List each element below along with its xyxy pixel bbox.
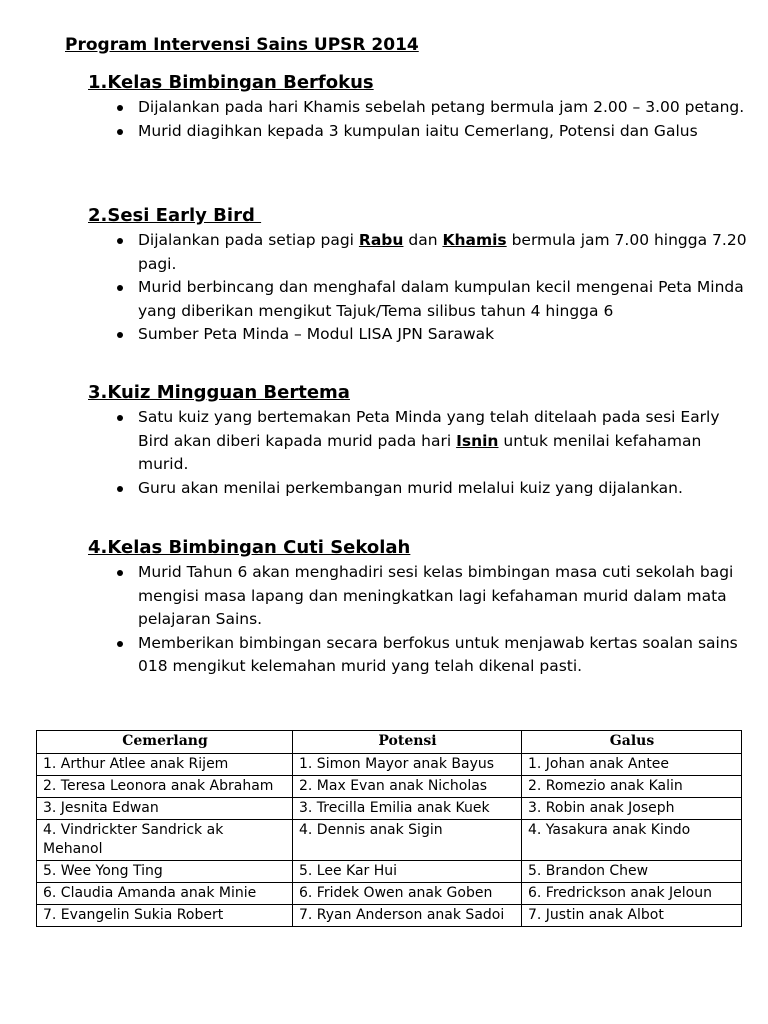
table-cell: 4. Vindrickter Sandrick ak Mehanol [37,820,293,861]
bullet-text: Dijalankan pada hari Khamis sebelah petang bermula jam 2.00 – 3.00 petang. [138,98,745,116]
table-cell: 7. Justin anak Albot [522,905,742,927]
bullet-list [88,96,748,143]
table-row [37,861,742,883]
bullet-dot-icon [117,238,123,244]
bullet-item [88,229,748,276]
table-cell: 6. Fredrickson anak Jeloun [522,883,742,905]
table-cell: 5. Brandon Chew [522,861,742,883]
section-kelas-bimbingan-berfokus [88,72,748,143]
bullet-item [88,120,748,144]
bullet-text-part: bermula jam 7.00 hingga 7.20 pagi. [138,231,747,273]
bullet-text-part: Satu kuiz yang bertemakan Peta Minda yang telah ditelaah pada sesi Early Bird akan diberi kapada murid pada hari [138,408,720,450]
bullet-dot-icon [117,129,123,135]
bullet-text-part: dan [403,231,443,249]
bullet-dot-icon [117,570,123,576]
section-heading: 4.Kelas Bimbingan Cuti Sekolah [88,537,411,558]
table-cell: 2. Romezio anak Kalin [522,776,742,798]
bullet-item [88,323,748,347]
table-cell: 1. Simon Mayor anak Bayus [293,754,522,776]
table-row [37,820,742,861]
section-heading: 1.Kelas Bimbingan Berfokus [88,72,374,93]
bullet-item [88,96,748,120]
table-cell: 6. Fridek Owen anak Goben [293,883,522,905]
table-row [37,776,742,798]
table-cell: 4. Dennis anak Sigin [293,820,522,861]
table-cell: 5. Wee Yong Ting [37,861,293,883]
bullet-list [88,406,748,500]
day-rabu: Rabu [358,231,404,249]
table-cell: 5. Lee Kar Hui [293,861,522,883]
section-kelas-bimbingan-cuti-sekolah [88,537,748,679]
bullet-dot-icon [117,641,123,647]
table-cell: 4. Yasakura anak Kindo [522,820,742,861]
table-row [37,883,742,905]
section-heading: 3.Kuiz Mingguan Bertema [88,382,350,403]
bullet-dot-icon [117,285,123,291]
table-cell: 7. Ryan Anderson anak Sadoi [293,905,522,927]
bullet-text: Guru akan menilai perkembangan murid melalui kuiz yang dijalankan. [138,478,683,497]
bullet-text-part: Dijalankan pada setiap pagi [138,231,359,249]
day-isnin: Isnin [456,431,499,450]
bullet-text: Murid berbincang dan menghafal dalam kumpulan kecil mengenai Peta Minda yang diberikan mengikut Tajuk/Tema silibus tahun 4 hingga 6 [138,278,744,320]
bullet-dot-icon [117,332,123,338]
section-heading: 2.Sesi Early Bird [88,205,262,226]
table-cell: 2. Teresa Leonora anak Abraham [37,776,293,798]
table-cell: 3. Robin anak Joseph [522,798,742,820]
bullet-text: Sumber Peta Minda – Modul LISA JPN Sarawak [138,325,495,343]
section-kuiz-mingguan-bertema [88,382,748,500]
table-header-row [37,731,742,754]
table-cell: 3. Jesnita Edwan [37,798,293,820]
bullet-dot-icon [117,486,123,492]
bullet-list [88,561,748,679]
table-row [37,798,742,820]
table-cell: 1. Arthur Atlee anak Rijem [37,754,293,776]
table-cell: 3. Trecilla Emilia anak Kuek [293,798,522,820]
bullet-dot-icon [117,105,123,111]
section-sesi-early-bird [88,205,748,347]
bullet-item [88,406,748,477]
bullet-item [88,477,748,501]
day-khamis: Khamis [442,231,507,249]
bullet-item [88,632,748,679]
table-cell: 1. Johan anak Antee [522,754,742,776]
table-cell: 7. Evangelin Sukia Robert [37,905,293,927]
bullet-text: Murid diagihkan kepada 3 kumpulan iaitu Cemerlang, Potensi dan Galus [138,121,698,140]
bullet-dot-icon [117,415,123,421]
bullet-text-part: untuk menilai kefahaman murid. [138,431,702,473]
document-title: Program Intervensi Sains UPSR 2014 [65,35,419,55]
table-cell: 2. Max Evan anak Nicholas [293,776,522,798]
student-groups-table [36,730,742,927]
column-header-galus: Galus [522,731,742,754]
bullet-item [88,561,748,632]
table-row [37,905,742,927]
table-cell: 6. Claudia Amanda anak Minie [37,883,293,905]
bullet-text: Murid Tahun 6 akan menghadiri sesi kelas bimbingan masa cuti sekolah bagi mengisi masa lapang dan meningkatkan lagi kefahaman murid dalam mata pelajaran Sains. [138,563,734,628]
bullet-item [88,276,748,323]
table-row [37,754,742,776]
bullet-text: Memberikan bimbingan secara berfokus untuk menjawab kertas soalan sains 018 mengikut kelemahan murid yang telah dikenal pasti. [138,633,738,675]
column-header-potensi: Potensi [293,731,522,754]
column-header-cemerlang: Cemerlang [37,731,293,754]
bullet-list [88,229,748,347]
